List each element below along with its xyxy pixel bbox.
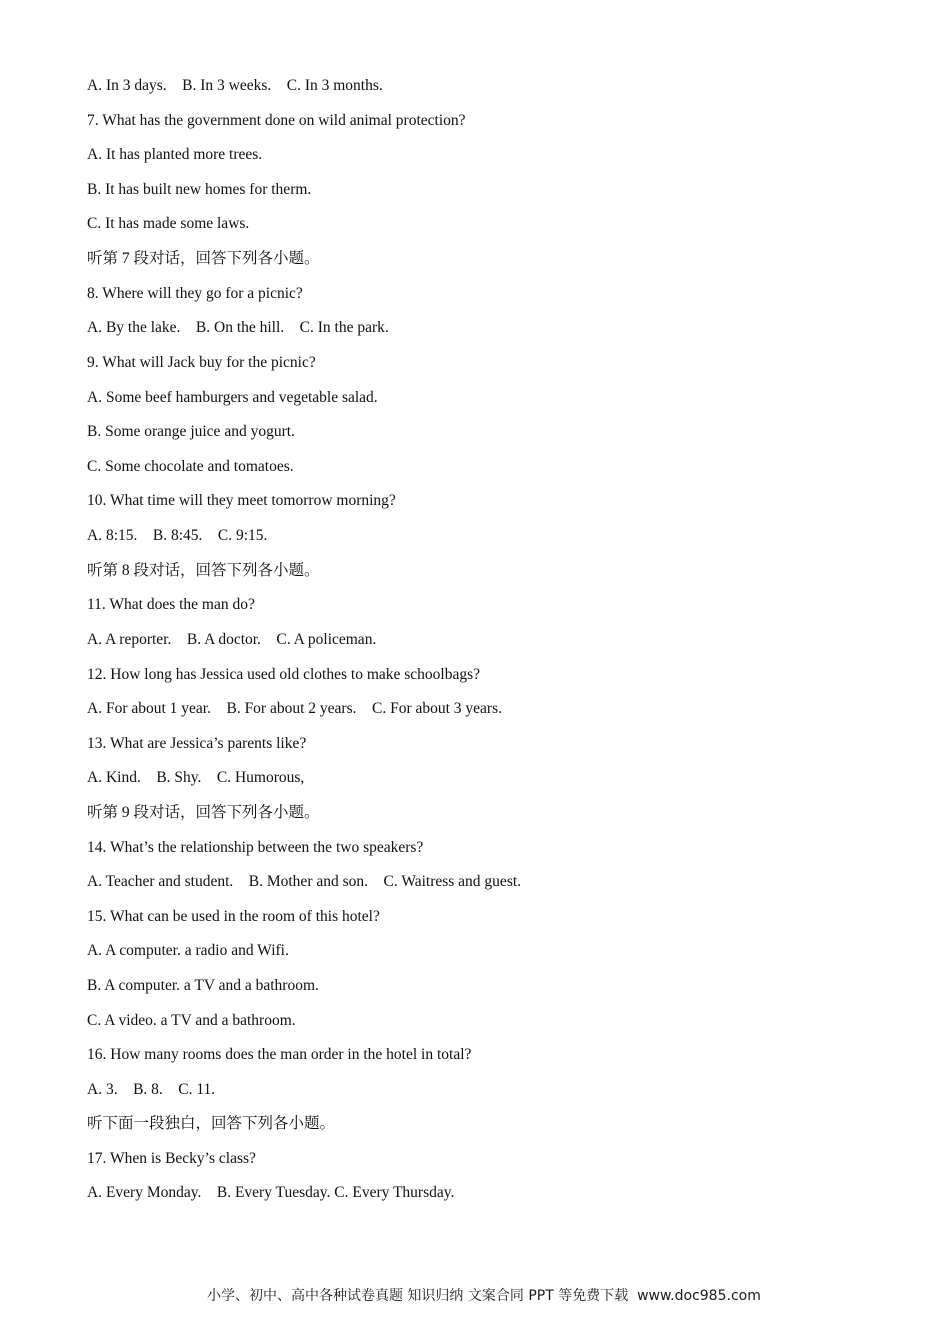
q9-option-c: C. Some chocolate and tomatoes. xyxy=(87,458,294,475)
question-9: 9. What will Jack buy for the picnic? xyxy=(87,354,316,371)
question-8: 8. Where will they go for a picnic? xyxy=(87,285,303,302)
page-footer xyxy=(0,1269,950,1321)
section-instruction-mono: 听下面一段独白，回答下列各小题。 xyxy=(87,1115,336,1132)
q15-option-a: A. A computer. a radio and Wifi. xyxy=(87,942,289,959)
q9-option-b: B. Some orange juice and yogurt. xyxy=(87,423,295,440)
footer-text: 小学、初中、高中各种试卷真题 知识归纳 文案合同 PPT 等免费下载 www.doc985.com xyxy=(206,1288,761,1304)
q14-options: A. Teacher and student. B. Mother and son. C. Waitress and guest. xyxy=(87,873,522,890)
question-12: 12. How long has Jessica used old clothes to make schoolbags? xyxy=(87,666,481,683)
q16-options: A. 3. B. 8. C. 11. xyxy=(87,1081,216,1098)
question-17: 17. When is Becky’s class? xyxy=(87,1150,256,1167)
question-14: 14. What’s the relationship between the two speakers? xyxy=(87,839,424,856)
question-7: 7. What has the government done on wild animal protection? xyxy=(87,112,466,129)
question-11: 11. What does the man do? xyxy=(87,596,255,613)
q11-options: A. A reporter. B. A doctor. C. A policeman. xyxy=(87,631,377,648)
q12-options: A. For about 1 year. B. For about 2 years. C. For about 3 years. xyxy=(87,700,502,717)
q10-options: A. 8:15. B. 8:45. C. 9:15. xyxy=(87,527,268,544)
question-15: 15. What can be used in the room of this hotel? xyxy=(87,908,380,925)
question-16: 16. How many rooms does the man order in the hotel in total? xyxy=(87,1046,472,1063)
q7-option-a: A. It has planted more trees. xyxy=(87,146,263,163)
section-instruction-9: 听第 9 段对话，回答下列各小题。 xyxy=(87,804,320,821)
q15-option-b: B. A computer. a TV and a bathroom. xyxy=(87,977,319,994)
section-instruction-7: 听第 7 段对话，回答下列各小题。 xyxy=(87,250,320,267)
q9-option-a: A. Some beef hamburgers and vegetable salad. xyxy=(87,389,378,406)
q15-option-c: C. A video. a TV and a bathroom. xyxy=(87,1012,296,1029)
q8-options: A. By the lake. B. On the hill. C. In the park. xyxy=(87,319,389,336)
question-13: 13. What are Jessica’s parents like? xyxy=(87,735,307,752)
q7-option-b: B. It has built new homes for therm. xyxy=(87,181,312,198)
q7-option-c: C. It has made some laws. xyxy=(87,215,250,232)
section-instruction-8: 听第 8 段对话，回答下列各小题。 xyxy=(87,562,320,579)
question-10: 10. What time will they meet tomorrow morning? xyxy=(87,492,396,509)
q17-options: A. Every Monday. B. Every Tuesday. C. Every Thursday. xyxy=(87,1184,455,1201)
q13-options: A. Kind. B. Shy. C. Humorous, xyxy=(87,769,305,786)
answer-options-q6: A. In 3 days. B. In 3 weeks. C. In 3 months. xyxy=(87,77,383,94)
